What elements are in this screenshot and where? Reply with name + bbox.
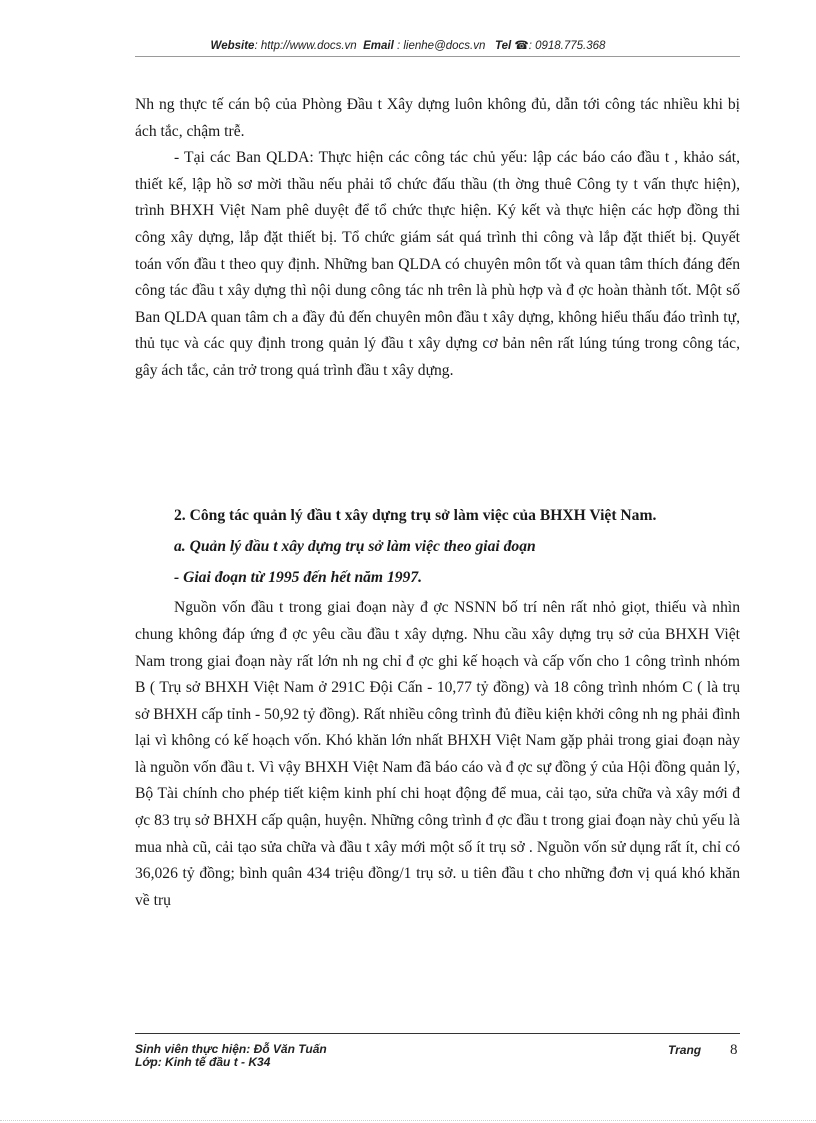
footer-author — [135, 1043, 327, 1069]
paragraph-3: Nguồn vốn đầu t trong giai đoạn này đ ợc NSNN bố trí nên rất nhỏ giọt, thiếu và nhìn chung không đáp ứng đ ợc yêu cầu đầu t xây dựng. Nhu cầu xây dựng trụ sở của BHXH Việt Nam trong giai đoạn này rất lớn nh ng chỉ đ ợc ghi kế hoạch và cấp vốn cho 1 công trình nhóm B ( Trụ sở BHXH Việt Nam ở 291C Đội Cấn - 10,77 tỷ đồng) và 18 công trình nhóm C ( là trụ sở BHXH cấp tỉnh - 50,92 tỷ đồng). Rất nhiều công trình đủ điều kiện khởi công nh ng phải đình lại vì không có kế hoạch vốn. Khó khăn lớn nhất BHXH Việt Nam gặp phải trong giai đoạn này là nguồn vốn đầu t. Vì vậy BHXH Việt Nam đã báo cáo và đ ợc sự đồng ý của Hội đồng quản lý, Bộ Tài chính cho phép tiết kiệm kinh phí chi hoạt động để mua, cải tạo, sửa chữa và xây mới đ ợc 83 trụ sở BHXH cấp quận, huyện. Những công trình đ ợc đầu t trong giai đoạn này chủ yếu là mua nhà cũ, cải tạo sửa chữa và đầu t xây mới một số ít trụ sở . Nguồn vốn sử dụng rất ít, chỉ có 36,026 tỷ đồng; bình quân 434 triệu đồng/1 trụ sở. u tiên đầu t cho những đơn vị quá khó khăn về trụ — [135, 599, 740, 909]
tel-label: Tel — [494, 40, 512, 52]
footer-page-label: Trang — [668, 1043, 702, 1057]
document-body — [135, 92, 740, 914]
page-header — [0, 38, 816, 52]
paragraph-1: Nh ng thực tế cán bộ của Phòng Đầu t Xây dựng luôn không đủ, dẫn tới công tác nhiều khi bị ách tắc, chậm trễ. — [135, 96, 740, 140]
tel-value: : 0918.775.368 — [528, 40, 606, 52]
page-bottom-edge — [0, 1120, 816, 1121]
phone-icon: ☎ — [514, 40, 529, 52]
footer-divider — [135, 1033, 740, 1034]
page-number: 8 — [730, 1042, 738, 1058]
email-value: : lienhe@docs.vn — [396, 40, 486, 52]
paragraph-2: - Tại các Ban QLDA: Thực hiện các công tác chủ yếu: lập các báo cáo đầu t , khảo sát, thiết kế, lập hồ sơ mời thầu nếu phải tổ chức đấu thầu (th ờng thuê Công ty t vấn thực hiện), trình BHXH Việt Nam phê duyệt để tổ chức thực hiện. Ký kết và thực hiện các hợp đồng thi công xây dựng, lắp đặt thiết bị. Tổ chức giám sát quá trình thi công và lắp đặt thiết bị. Quyết toán vốn đầu t theo quy định. Những ban QLDA có chuyên môn tốt và quan tâm thích đáng đến công tác đầu t xây dựng thì nội dung công tác nh trên là phù hợp và đ ợc hoàn thành tốt. Một số Ban QLDA quan tâm ch a đầy đủ đến chuyên môn đầu t xây dựng, không hiểu thấu đáo trình tự, thủ tục và các quy định trong quản lý đầu t xây dựng cơ bản nên rất lúng túng trong công tác, gây ách tắc, cản trở trong quá trình đầu t xây dựng. — [135, 149, 740, 379]
header-divider — [135, 56, 740, 57]
website-value: : http://www.docs.vn — [254, 40, 357, 52]
website-label: Website — [210, 40, 255, 52]
email-label: Email — [363, 40, 394, 52]
footer-student: Sinh viên thực hiện: Đỗ Văn Tuấn — [135, 1042, 327, 1056]
period-heading: - Giai đoạn từ 1995 đến hết năm 1997. — [174, 568, 423, 586]
footer-class: Lớp: Kinh tế đầu t - K34 — [135, 1055, 271, 1069]
section-heading: 2. Công tác quản lý đầu t xây dựng trụ sở làm việc của BHXH Việt Nam. — [174, 506, 657, 524]
subsection-heading: a. Quản lý đầu t xây dựng trụ sở làm việc theo giai đoạn — [174, 538, 536, 556]
